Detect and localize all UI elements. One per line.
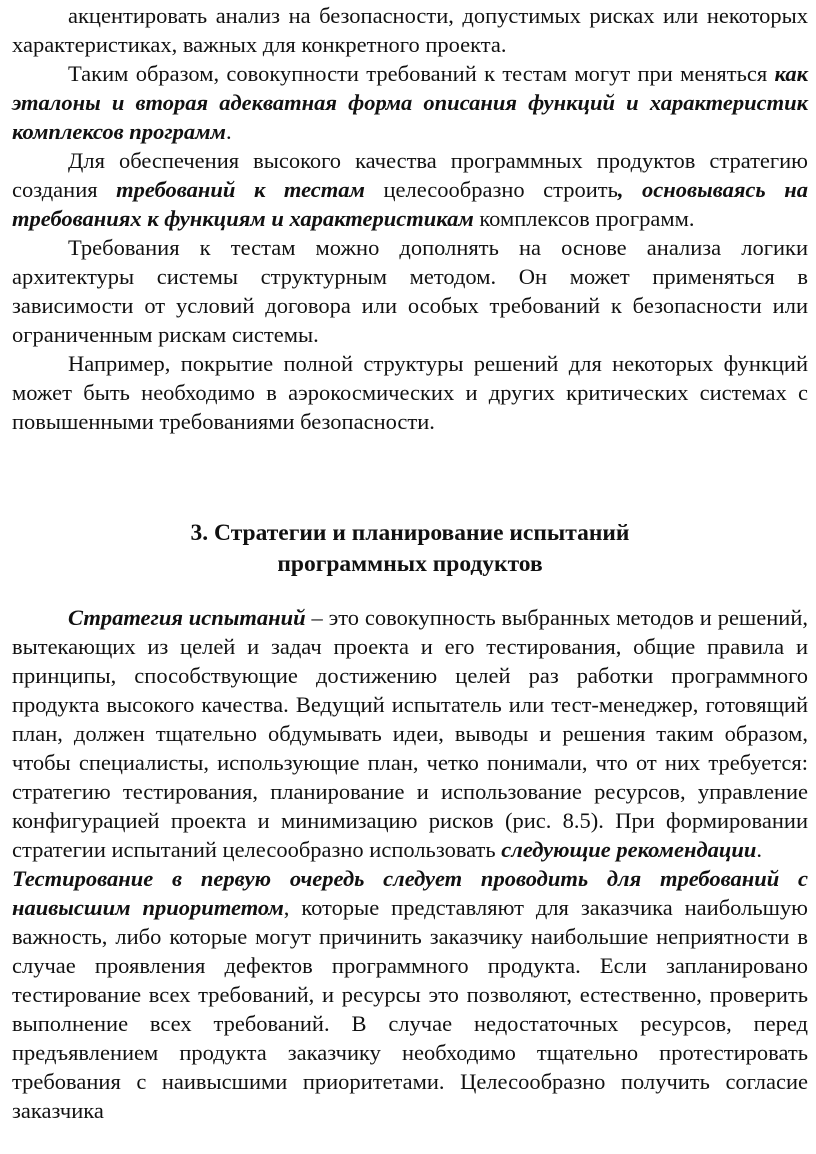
paragraph-text: Таким образом, совокупности требований к тестам могут при меняться [68,61,775,86]
paragraph-text: акцентировать анализ на безопасности, допустимых рисках или некоторых характеристиках, важных для конкретного проекта. [12,3,808,57]
paragraphs_bottom-paragraph [12,603,808,864]
paragraph-text: Например, покрытие полной структуры решений для некоторых функций может быть необходимо в аэрокосмических и других критических системах с повышенными требованиями безопасности. [12,351,808,434]
paragraphs_top-paragraph [12,1,808,59]
section-heading-line-1: 3. Стратегии и планирование испытаний [190,520,630,546]
emphasis-text: как эталоны и вторая адекватная форма описания функций и характеристик комплексов программ [12,61,808,144]
paragraph-text: – это совокупность выбранных методов и решений, вытекающих из целей и задач проекта и его тестирования, общие правила и принципы, способствующие достижению целей раз работки программного продукта высокого качества. Ведущий испытатель или тест-менеджер, готовящий план, должен тщательно обдумывать идеи, выводы и решения таким образом, чтобы специалисты, использующие план, четко понимали, что от них требуется: стратегию тестирования, планирование и использование ресурсов, управление конфигурацией проекта и минимизацию рисков (рис. 8.5). При формировании стратегии испытаний целесообразно использовать [12,605,808,862]
paragraphs_top-paragraph [12,233,808,349]
paragraph-text: Для обеспечения высокого качества программных продуктов стратегию создания [12,148,808,202]
paragraph-text: Требования к тестам можно дополнять на основе анализа логики архитектуры системы структурным методом. Он может применяться в зависимости от условий договора или особых требований к безопасности или ограниченным рискам системы. [12,235,808,347]
emphasis-text: следующие рекомендации [501,837,757,862]
paragraph-text: , которые представляют для заказчика наибольшую важность, либо которые могут причинить заказчику наибольшие неприятности в случае проявления дефектов программного продукта. Если запланировано тестирование всех требований, и ресурсы это позволяют, естественно, проверить выполнение всех требований. В случае недостаточных ресурсов, перед предъявлением продукта заказчику необходимо тщательно протестировать требования с наивысшими приоритетами. Целесообразно получить согласие заказчика [12,895,808,1123]
paragraph-text: . [756,837,763,862]
paragraph-text: целесообразно строить [364,177,618,202]
section-heading-line-2: программных продуктов [277,551,543,577]
emphasis-text: требований к тестам [116,177,365,202]
emphasis-text: , основываясь на требованиях к функциям и характеристикам [12,177,808,231]
paragraphs_bottom-paragraph [12,864,808,1125]
paragraphs_top-paragraph [12,59,808,146]
emphasis-text: Тестирование в первую очередь следует проводить для требований с наивысшим приоритетом [12,866,808,920]
body-text-bottom [12,603,808,1125]
body-text-top [12,1,808,436]
paragraphs_top-paragraph [12,349,808,436]
emphasis-text: Стратегия испытаний [68,605,306,630]
paragraph-text: комплексов программ. [473,206,695,231]
paragraph-text: . [225,119,232,144]
paragraphs_top-paragraph [12,146,808,233]
